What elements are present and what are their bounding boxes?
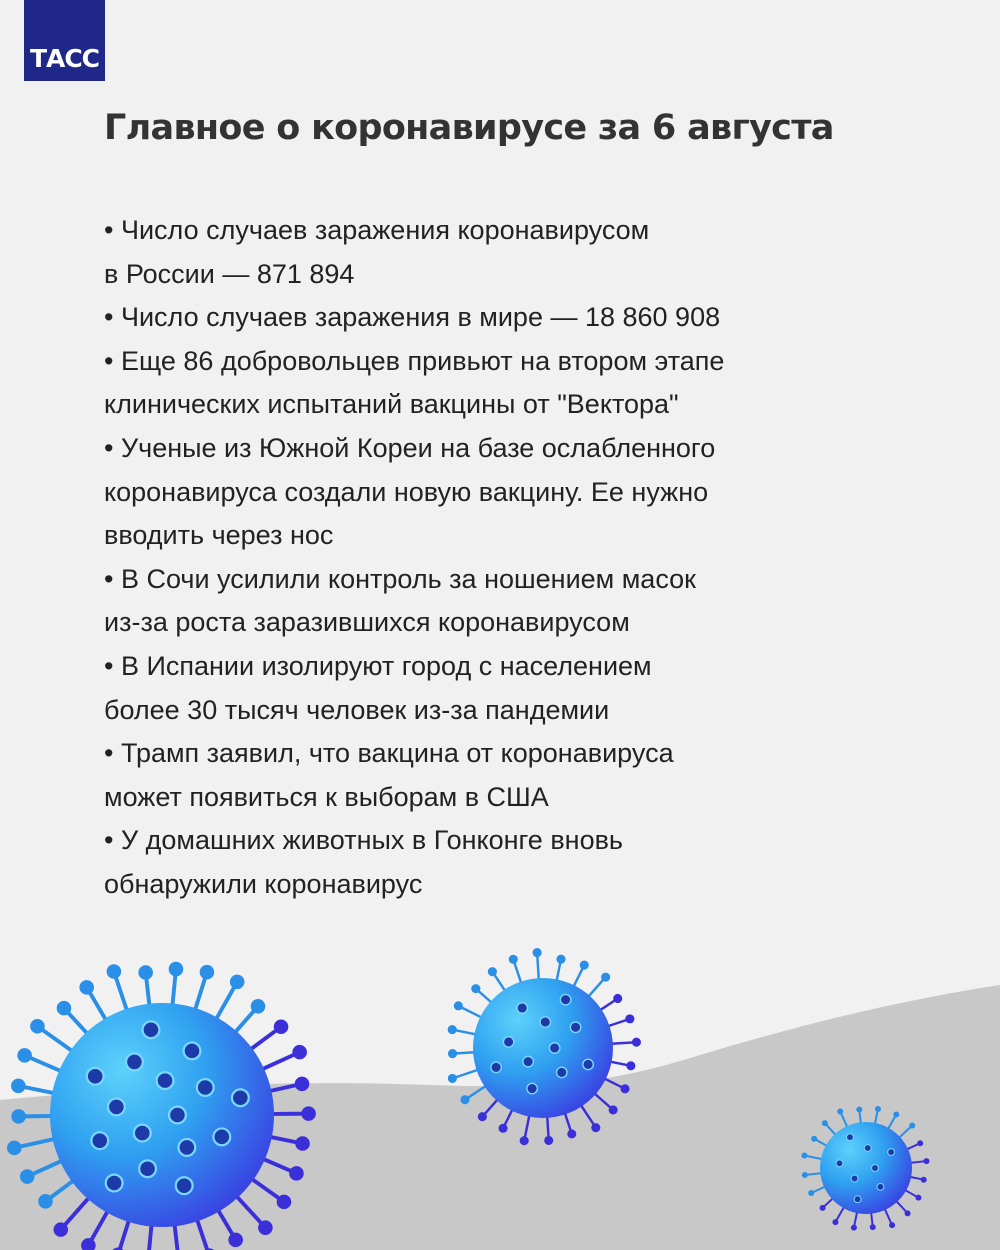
- news-item: • Ученые из Южной Кореи на базе ослабленного коронавируса создали новую вакцину. Ее нужно вводить через нос: [104, 427, 724, 558]
- news-item: • Еще 86 добровольцев привьют на втором этапе клинических испытаний вакцины от "Вектора": [104, 340, 724, 427]
- news-item: • У домашних животных в Гонконге вновь обнаружили коронавирус: [104, 819, 724, 906]
- news-item: • Число случаев заражения в мире — 18 860 908: [104, 296, 724, 340]
- news-item: • Трамп заявил, что вакцина от коронавируса может появиться к выборам в США: [104, 732, 724, 819]
- tass-logo-text: ТАСС: [29, 44, 100, 73]
- news-item: • В Испании изолируют город с населением более 30 тысяч человек из-за пандемии: [104, 645, 724, 732]
- page-title: Главное о коронавирусе за 6 августа: [104, 108, 834, 148]
- news-item: • В Сочи усилили контроль за ношением масок из-за роста заразившихся коронавирусом: [104, 558, 724, 645]
- news-item: • Число случаев заражения коронавирусом в России — 871 894: [104, 209, 724, 296]
